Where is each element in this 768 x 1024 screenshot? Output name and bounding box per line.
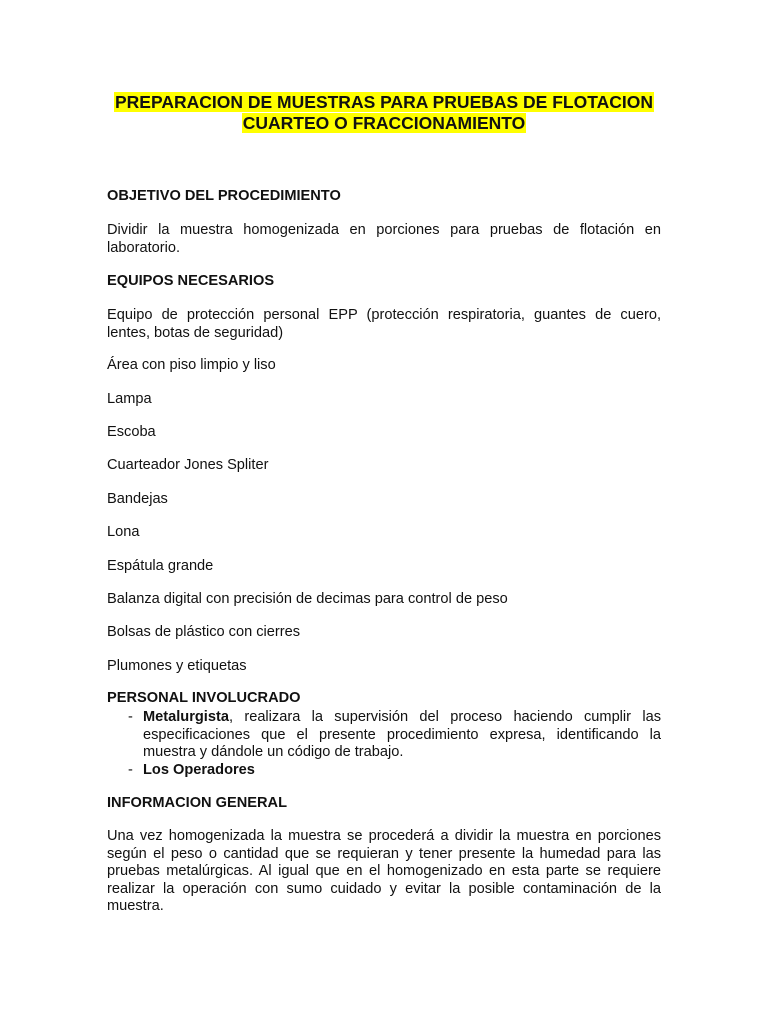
equipment-item: Balanza digital con precisión de decimas para control de peso — [107, 591, 508, 607]
bullet-dash: - — [128, 709, 133, 725]
equipment-item: Equipo de protección personal EPP (protección respiratoria, guantes de cuero, lentes, botas de seguridad) — [107, 307, 661, 341]
list-item — [126, 709, 661, 762]
equipment-item: Escoba — [107, 424, 156, 440]
equipment-item: Plumones y etiquetas — [107, 658, 247, 674]
paragraph-informacion: Una vez homogenizada la muestra se procederá a dividir la muestra en porciones según el peso o cantidad que se requieran y tener presente la humedad para las pruebas metalúrgicas. Al igual que en el homogenizado en esta parte se requiere realizar la operación con sumo cuidado y evitar la posible contaminación de la muestra. — [107, 828, 661, 914]
paragraph-objetivo: Dividir la muestra homogenizada en porciones para pruebas de flotación en laboratorio. — [107, 222, 661, 256]
equipment-item: Bolsas de plástico con cierres — [107, 624, 301, 640]
title-line-2: CUARTEO O FRACCIONAMIENTO — [242, 113, 526, 133]
role-name: Los Operadores — [143, 761, 255, 778]
document-title — [0, 92, 768, 134]
personal-list — [126, 709, 661, 779]
heading-personal: PERSONAL INVOLUCRADO — [107, 690, 301, 706]
heading-objetivo: OBJETIVO DEL PROCEDIMIENTO — [107, 188, 341, 204]
equipment-item: Espátula grande — [107, 558, 214, 574]
heading-informacion: INFORMACION GENERAL — [107, 795, 287, 811]
role-description: , realizara la supervisión del proceso haciendo cumplir las especificaciones que el presente procedimiento expresa, identificando la muestra y dándole un código de trabajo. — [143, 709, 661, 760]
equipment-item: Bandejas — [107, 491, 168, 507]
equipment-item: Lampa — [107, 391, 152, 407]
equipment-item: Cuarteador Jones Spliter — [107, 457, 269, 473]
equipment-item: Lona — [107, 524, 140, 540]
equipment-item: Área con piso limpio y liso — [107, 357, 276, 373]
bullet-dash: - — [128, 761, 133, 778]
list-item — [126, 762, 661, 780]
role-name: Metalurgista — [143, 709, 229, 725]
title-line-1: PREPARACION DE MUESTRAS PARA PRUEBAS DE FLOTACION — [115, 92, 653, 112]
heading-equipos: EQUIPOS NECESARIOS — [107, 273, 275, 289]
